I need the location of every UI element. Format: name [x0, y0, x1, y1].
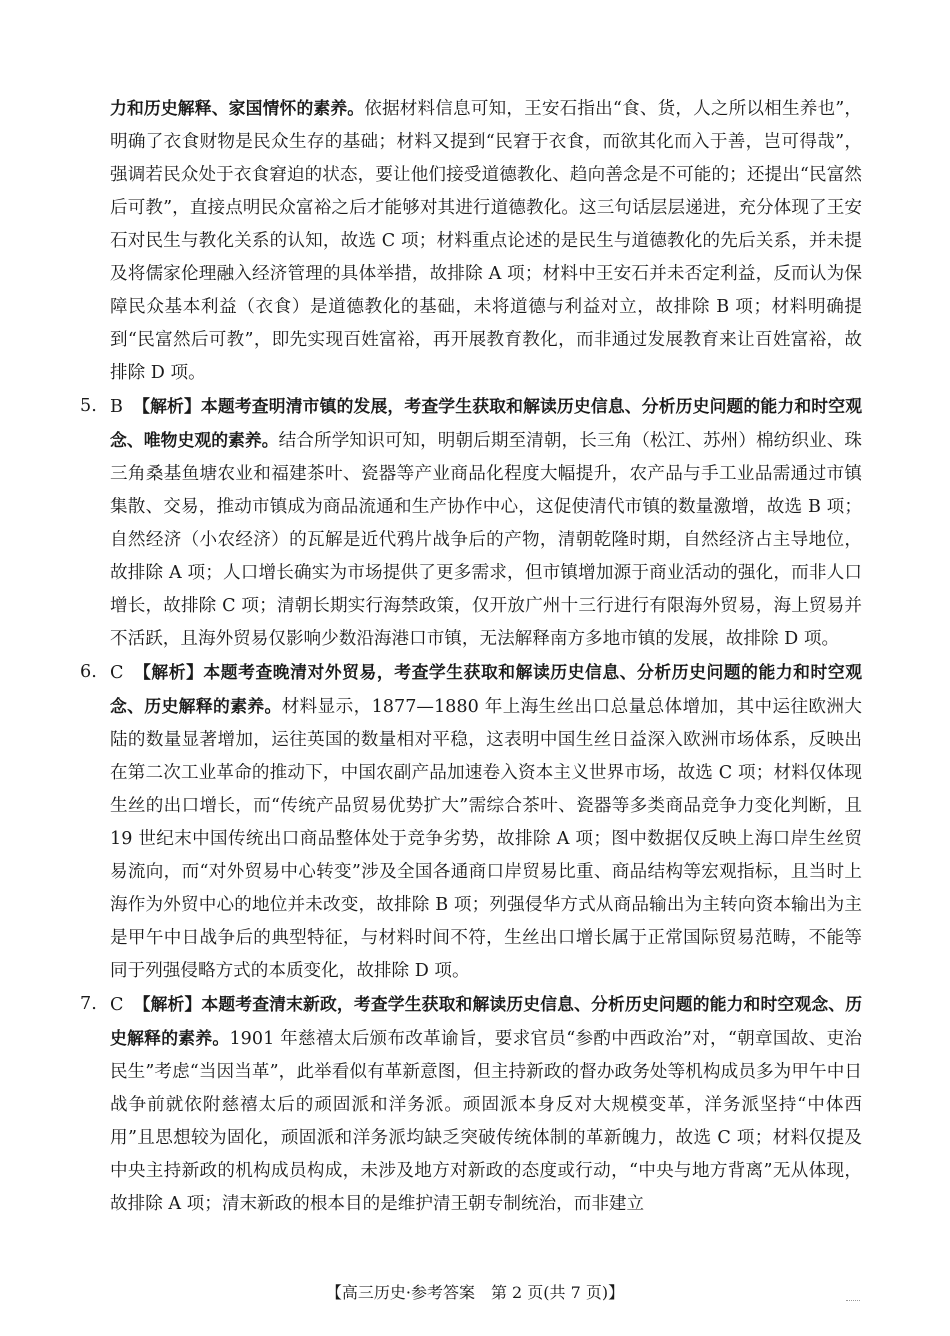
item-6-answer: C	[110, 663, 124, 683]
item-5	[80, 390, 862, 656]
item-4-lead: 力和历史解释、家国情怀的素养。	[110, 98, 365, 118]
item-7-number: 7.	[80, 994, 97, 1014]
item-4-continuation	[110, 92, 862, 390]
item-7-answer: C	[110, 995, 124, 1015]
item-5-lead: 【解析】本题考查明清市镇的发展，考查学生获取和解读历史信息、分析历史问题的能力和时空观念、唯物史观的素养。	[110, 396, 862, 450]
item-5-body: 结合所学知识可知，明朝后期至清朝，长三角（松江、苏州）棉纺织业、珠三角桑基鱼塘农业和福建茶叶、瓷器等产业商品化程度大幅提升，农产品与手工业品需通过市镇集散、交易，推动市镇成为商品流通和生产协作中心，这促使清代市镇的数量激增，故选 B 项；自然经济（小农经济）的瓦解是近代鸦片战争后的产物，清朝乾隆时期，自然经济占主导地位，故排除 A 项；人口增长确实为市场提供了更多需求，但市镇增加源于商业活动的强化，而非人口增长，故排除 C 项；清朝长期实行海禁政策，仅开放广州十三行进行有限海外贸易，海上贸易并不活跃，且海外贸易仅影响少数沿海港口市镇，无法解释南方多地市镇的发展，故排除 D 项。	[110, 431, 862, 649]
page-footer: 【高三历史·参考答案 第 2 页(共 7 页)】	[325, 1283, 625, 1302]
answer-content	[80, 92, 862, 1221]
item-6-lead: 【解析】本题考查晚清对外贸易，考查学生获取和解读历史信息、分析历史问题的能力和时空观念、历史解释的素养。	[110, 662, 862, 716]
item-7	[80, 988, 862, 1221]
item-4-body: 依据材料信息可知，王安石指出“食、货，人之所以相生养也”，明确了衣食财物是民众生存的基础；材料又提到“民窘于衣食，而欲其化而入于善，岂可得哉”，强调若民众处于衣食窘迫的状态，要让他们接受道德教化、趋向善念是不可能的；还提出“民富然后可教”，直接点明民众富裕之后才能够对其进行道德教化。这三句话层层递进，充分体现了王安石对民生与教化关系的认知，故选 C 项；材料重点论述的是民生与道德教化的先后关系，并未提及将儒家伦理融入经济管理的具体举措，故排除 A 项；材料中王安石并未否定利益，反而认为保障民众基本利益（衣食）是道德教化的基础，未将道德与利益对立，故排除 B 项；材料明确提到“民富然后可教”，即先实现百姓富裕，再开展教育教化，而非通过发展教育来让百姓富裕，故排除 D 项。	[110, 99, 862, 383]
item-5-answer: B	[110, 397, 123, 417]
item-5-number: 5.	[80, 396, 97, 416]
item-6-number: 6.	[80, 662, 97, 682]
item-7-body: 1901 年慈禧太后颁布改革谕旨，要求官员“参酌中西政治”对，“朝章国故、吏治民生”考虑“当因当革”，此举看似有革新意图，但主持新政的督办政务处等机构成员多为甲午中日战争前就依附慈禧太后的顽固派和洋务派。顽固派本身反对大规模变革，洋务派坚持“中体西用”且思想较为固化，顽固派和洋务派均缺乏突破传统体制的革新魄力，故选 C 项；材料仅提及中央主持新政的机构成员构成，未涉及地方对新政的态度或行动，“中央与地方背离”无从体现，故排除 A 项；清末新政的根本目的是维护清王朝专制统治，而非建立	[110, 1029, 862, 1214]
item-6	[80, 656, 862, 988]
footer-dots	[846, 1294, 860, 1301]
item-6-body: 材料显示，1877—1880 年上海生丝出口总量总体增加，其中运往欧洲大陆的数量显著增加，运往英国的数量相对平稳，这表明中国生丝日益深入欧洲市场体系，反映出在第二次工业革命的推动下，中国农副产品加速卷入资本主义世界市场，故选 C 项；材料仅体现生丝的出口增长，而“传统产品贸易优势扩大”需综合茶叶、瓷器等多类商品竞争力变化判断，且 19 世纪末中国传统出口商品整体处于竞争劣势，故排除 A 项；图中数据仅反映上海口岸生丝贸易流向，而“对外贸易中心转变”涉及全国各通商口岸贸易比重、商品结构等宏观指标，且当时上海作为外贸中心的地位并未改变，故排除 B 项；列强侵华方式从商品输出为主转向资本输出为主是甲午中日战争后的典型特征，与材料时间不符，生丝出口增长属于正常国际贸易范畴，不能等同于列强侵略方式的本质变化，故排除 D 项。	[110, 697, 862, 981]
item-7-lead: 【解析】本题考查清末新政，考查学生获取和解读历史信息、分析历史问题的能力和时空观念、历史解释的素养。	[110, 994, 862, 1048]
